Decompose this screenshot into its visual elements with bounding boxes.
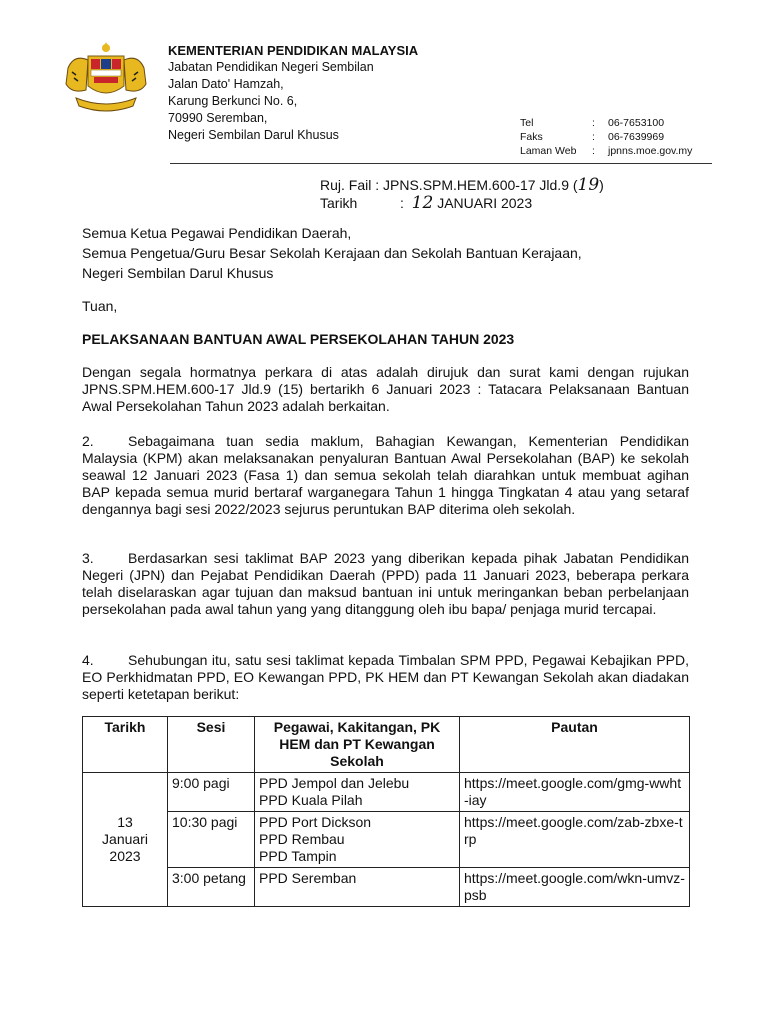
file-reference-close: ) [599, 177, 604, 193]
addressee-line: Semua Pengetua/Guru Besar Sekolah Kerajaan dan Sekolah Bantuan Kerajaan, [82, 245, 582, 261]
address-line: Jalan Dato' Hamzah, [168, 77, 284, 91]
session-cell: 10:30 pagi [168, 812, 255, 868]
reference-block [320, 176, 604, 212]
officer-line: PPD Rembau [259, 831, 345, 847]
addressee-line: Negeri Sembilan Darul Khusus [82, 265, 274, 281]
contact-value: 06-7653100 [608, 117, 665, 129]
file-reference-label: Ruj. Fail : [320, 177, 380, 193]
organization-name: KEMENTERIAN PENDIDIKAN MALAYSIA [168, 43, 419, 58]
date-value: JANUARI 2023 [437, 195, 533, 211]
officer-cell [255, 773, 460, 812]
date-label: Tarikh [320, 195, 358, 211]
handwritten-file-number: 19 [577, 175, 600, 195]
session-cell: 3:00 petang [168, 868, 255, 907]
session-cell: 9:00 pagi [168, 773, 255, 812]
officer-cell [255, 868, 460, 907]
file-reference [320, 176, 604, 194]
table-header-row [83, 717, 690, 773]
date-reference [320, 194, 604, 212]
addressee-block [82, 223, 689, 283]
table-row [83, 868, 690, 907]
officer-line: PPD Jempol dan Jelebu [259, 775, 410, 791]
officer-line: PPD Tampin [259, 848, 337, 864]
officer-line: PPD Seremban [259, 870, 357, 886]
column-header-pegawai: Pegawai, Kakitangan, PK HEM dan PT Kewangan Sekolah [255, 717, 460, 773]
officer-line: PPD Port Dickson [259, 814, 372, 830]
contact-label: Tel [520, 117, 534, 129]
table-row [83, 773, 690, 812]
contact-separator: : [592, 117, 595, 129]
salutation: Tuan, [82, 298, 118, 314]
paragraph-3 [82, 550, 689, 618]
contact-label: Laman Web [520, 145, 577, 157]
contact-separator: : [592, 131, 595, 143]
file-reference-value: JPNS.SPM.HEM.600-17 Jld.9 ( [383, 177, 578, 193]
meeting-link[interactable]: https://meet.google.com/wkn-umvz-psb [460, 868, 690, 907]
paragraph-number: 2. [82, 433, 94, 449]
contact-label: Faks [520, 131, 543, 143]
column-header-sesi: Sesi [168, 717, 255, 773]
paragraph-number: 4. [82, 652, 94, 668]
contact-row-tel [520, 116, 692, 130]
date-cell-line: 13 [117, 814, 133, 830]
date-cell-line: Januari [102, 831, 148, 847]
officer-line: PPD Kuala Pilah [259, 792, 363, 808]
table-row [83, 812, 690, 868]
handwritten-date-day: 12 [411, 193, 434, 213]
addressee-line: Semua Ketua Pegawai Pendidikan Daerah, [82, 225, 352, 241]
contact-separator: : [592, 145, 595, 157]
header-divider [170, 163, 712, 164]
meeting-link[interactable]: https://meet.google.com/zab-zbxe-trp [460, 812, 690, 868]
contact-row-fax [520, 130, 692, 144]
date-separator: : [400, 195, 404, 211]
date-cell [83, 773, 168, 907]
contact-value: 06-7639969 [608, 131, 665, 143]
address-line: Negeri Sembilan Darul Khusus [168, 128, 339, 142]
column-header-pautan: Pautan [460, 717, 690, 773]
paragraph-2 [82, 433, 689, 518]
address-line: 70990 Seremban, [168, 111, 268, 125]
address-line: Jabatan Pendidikan Negeri Sembilan [168, 60, 374, 74]
letterhead-address [168, 42, 418, 144]
paragraph-text: Sehubungan itu, satu sesi taklimat kepada Timbalan SPM PPD, Pegawai Kebajikan PPD, EO Perkhidmatan PPD, EO Kewangan PPD, PK HEM dan PT Kewangan Sekolah akan diadakan seperti ketetapan berikut: [82, 652, 689, 702]
malaysia-coat-of-arms-icon [58, 38, 154, 118]
contact-value: jpnns.moe.gov.my [608, 145, 693, 157]
officer-cell [255, 812, 460, 868]
letter-subject: PELAKSANAAN BANTUAN AWAL PERSEKOLAHAN TAHUN 2023 [82, 331, 515, 347]
date-cell-line: 2023 [109, 848, 141, 864]
briefing-schedule-table [82, 716, 690, 907]
column-header-tarikh: Tarikh [83, 717, 168, 773]
address-line: Karung Berkunci No. 6, [168, 94, 298, 108]
paragraph-text: Sebagaimana tuan sedia maklum, Bahagian Kewangan, Kementerian Pendidikan Malaysia (KPM) akan melaksanakan penyaluran Bantuan Awal Persekolahan (BAP) ke sekolah seawal 12 Januari 2023 (Fasa 1) dan semua sekolah telah diarahkan untuk membuat agihan BAP kepada semua murid bertaraf warganegara Tahun 1 hingga Tingkatan 4 atau yang setaraf dengannya bagi sesi 2022/2023 sejurus peruntukan BAP diterima oleh sekolah. [82, 433, 689, 517]
meeting-link[interactable]: https://meet.google.com/gmg-wwht-iay [460, 773, 690, 812]
contact-block [520, 116, 692, 158]
paragraph-4 [82, 652, 689, 703]
paragraph-number: 3. [82, 550, 94, 566]
contact-row-web [520, 144, 692, 158]
paragraph-text: Berdasarkan sesi taklimat BAP 2023 yang diberikan kepada pihak Jabatan Pendidikan Negeri (JPN) dan Pejabat Pendidikan Daerah (PPD) pada 11 Januari 2023, beberapa perkara telah diselaraskan agar tujuan dan maksud bantuan ini untuk meringankan beban perbelanjaan persekolahan pada awal tahun yang yang ditanggung oleh ibu bapa/ penjaga murid tercapai. [82, 550, 689, 617]
paragraph-1: Dengan segala hormatnya perkara di atas adalah dirujuk dan surat kami dengan rujukan JPNS.SPM.HEM.600-17 Jld.9 (15) bertarikh 6 Januari 2023 : Tatacara Pelaksanaan Bantuan Awal Persekolahan Tahun 2023 adalah berkaitan. [82, 364, 689, 414]
